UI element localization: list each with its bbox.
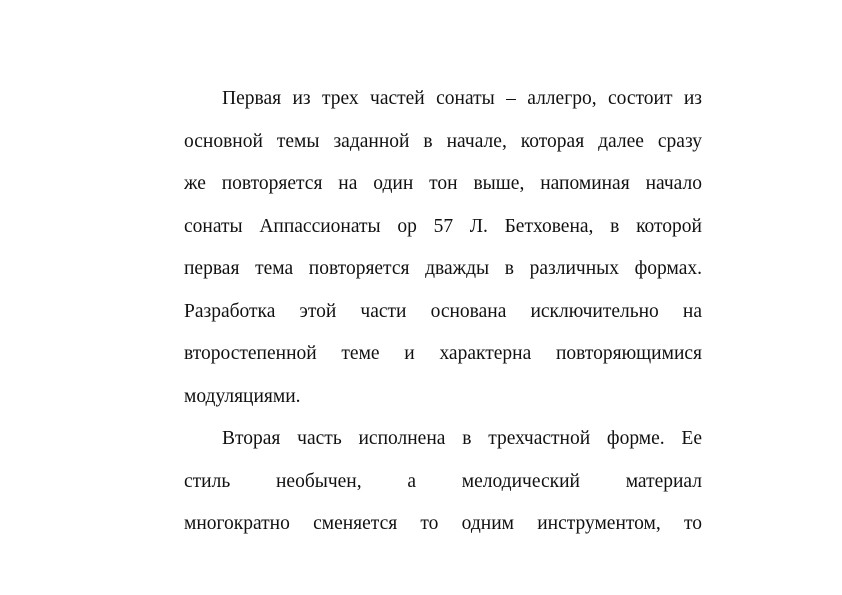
- text-line: основной темы заданной в начале, которая далее сразу: [184, 130, 702, 152]
- text-line: первая тема повторяется дважды в различных формах.: [184, 258, 702, 279]
- paragraph-2: [184, 418, 702, 546]
- text-line: Первая из трех частей сонаты – аллегро, состоит из: [222, 88, 702, 109]
- document-body: [184, 78, 702, 546]
- text-line: второстепенной теме и характерна повторяющимися: [184, 343, 702, 364]
- paragraph-1: [184, 78, 702, 418]
- text-line: модуляциями.: [184, 385, 301, 407]
- text-line: Вторая часть исполнена в трехчастной форме. Ее: [222, 428, 702, 449]
- text-line: стиль необычен, а мелодический материал: [184, 470, 702, 492]
- text-line: же повторяется на один тон выше, напоминая начало: [184, 173, 702, 194]
- text-line: сонаты Аппассионаты ор 57 Л. Бетховена, в которой: [184, 215, 702, 237]
- text-line: многократно сменяется то одним инструментом, то: [184, 513, 702, 534]
- text-line: Разработка этой части основана исключительно на: [184, 300, 702, 322]
